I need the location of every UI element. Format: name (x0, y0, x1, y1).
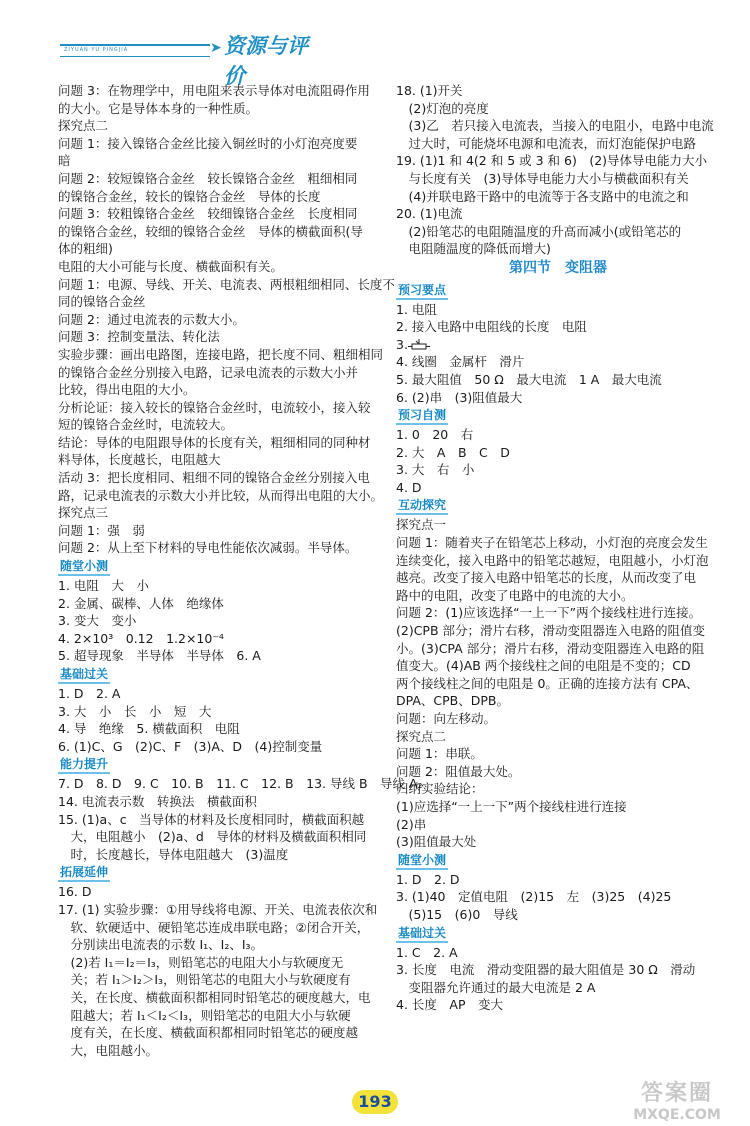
answer-line: 大，电阻越小。 (58, 1042, 159, 1058)
answer-number: 3. (396, 336, 408, 352)
arrow-icon: ➤ (210, 40, 222, 56)
answer-line: (2)CPB 部分；滑片右移，滑动变阻器连入电路的阻值变 (396, 623, 706, 639)
answer-line: 4. 导 绝缘 5. 横截面积 电阻 (58, 721, 240, 737)
answer-line: 4. 2×10³ 0.12 1.2×10⁻⁴ (58, 630, 224, 646)
answer-line: (1)应选择“一上一下”两个接线柱进行连接 (396, 798, 627, 814)
answer-line: 问题 2：阻值最大处。 (396, 763, 521, 779)
answer-line: 问题 1：随着夹子在铅笔芯上移动，小灯泡的亮度会发生 (396, 535, 708, 551)
answer-line: 大，电阻越小 (2)a、d 导体的材料及横截面积相同 (58, 829, 367, 845)
answer-line: 6. (1)C、G (2)C、F (3)A、D (4)控制变量 (58, 738, 323, 754)
answer-line: (3)阻值最大处 (396, 834, 477, 850)
answer-line: 过大时，可能烧坏电源和电流表，而灯泡能保护电路 (396, 135, 697, 151)
answer-line: 实验步骤：画出电路图，连接电路，把长度不同、粗细相同 (58, 346, 384, 362)
answer-line: 3. 长度 电流 滑动变阻器的最大阻值是 30 Ω 滑动 (396, 962, 696, 978)
answer-line: 5. 最大阻值 50 Ω 最大电流 1 A 最大电流 (396, 371, 662, 387)
section-tag: 预习要点 (396, 283, 448, 300)
answer-line: 问题 3：较粗镍铬合金丝 较细镍铬合金丝 长度相同 (58, 206, 358, 222)
answer-line: 软、软硬适中、硬铅笔芯连成串联电路；②闭合开关， (58, 919, 370, 935)
answer-line: 度有关，在长度、横截面积都相同时铅笔芯的硬度越 (58, 1025, 359, 1041)
watermark (612, 1076, 742, 1122)
answer-line: 活动 3：把长度相同、粗细不同的镍铬合金丝分别接入电 (58, 470, 370, 486)
answer-line: 连续变化，接入电路中的铅笔芯越短，电阻越小，小灯泡 (396, 552, 709, 568)
rheostat-symbol-icon (408, 339, 430, 351)
answer-line: 问题 1：接入镍铬合金丝比接入铜丝时的小灯泡亮度要 (58, 135, 358, 151)
section-tag: 随堂小测 (396, 853, 448, 870)
answer-line: 短的镍铬合金丝时，电流较大。 (58, 417, 234, 433)
answer-line: 关；若 I₁＞I₂＞I₃，则铅笔芯的电阻大小与软硬度有 (58, 972, 351, 988)
answer-line: 14. 电流表示数 转换法 横截面积 (58, 793, 257, 809)
page-header (60, 18, 310, 88)
answer-line: 两个接线柱之间的电阻是 0。正确的连接方法有 CPA、 (396, 675, 699, 691)
section-tag: 互动探究 (396, 498, 448, 515)
header-tiny-text: ZIYUAN YU PINGJIA (64, 47, 129, 53)
answer-line: 归纳实验结论： (396, 781, 484, 797)
answer-line: (2)若 I₁＝I₂＝I₃，则铅笔芯的电阻大小与软硬度无 (58, 954, 344, 970)
answer-line: 问题 2：较短镍铬合金丝 较长镍铬合金丝 粗细相同 (58, 170, 358, 186)
answer-line: 问题 2：(1)应该选择“一上一下”两个接线柱进行连接。 (396, 605, 702, 621)
answer-line: 变阻器允许通过的最大电流是 2 A (396, 979, 596, 995)
answer-line: 2. 金属、碳棒、人体 绝缘体 (58, 595, 224, 611)
answer-line: DPA、CPB、DPB。 (396, 693, 509, 709)
answer-line: 结论：导体的电阻跟导体的长度有关，粗细相同的同种材 (58, 434, 371, 450)
answer-line: 时，长度越长，导体电阻越大 (3)温度 (58, 846, 289, 862)
answer-line: 19. (1)1 和 4(2 和 5 或 3 和 6) (2)导体导电能力大小 (396, 153, 708, 169)
answer-line: 6. (2)串 (3)阻值最大 (396, 389, 523, 405)
answer-line: 分析论证：接入较长的镍铬合金丝时，电流较小，接入较 (58, 399, 371, 415)
answer-line: 4. 线圈 金属杆 滑片 (396, 354, 525, 370)
tag-row (396, 281, 720, 301)
answer-line: 料导体，长度越长，电阻越大 (58, 452, 221, 468)
tag-row (58, 557, 380, 577)
answer-line: 5. 超导现象 半导体 半导体 6. A (58, 648, 261, 664)
answer-line-symbol (396, 336, 720, 354)
tag-row (58, 755, 380, 775)
answer-line: 问题 1：电源、导线、开关、电流表、两根粗细相同、长度不 (58, 276, 395, 292)
answer-line: 16. D (58, 884, 92, 900)
answer-line: 电阻的大小可能与长度、横截面积有关。 (58, 258, 284, 274)
answer-line: 1. C 2. A (396, 944, 458, 960)
section-tag: 能力提升 (58, 757, 110, 774)
answer-line: 15. (1)a、c 当导体的材料及长度相同时，横截面积越 (58, 811, 365, 827)
answer-line: 探究点二 (58, 118, 109, 134)
answer-line: 探究点一 (396, 517, 447, 533)
section-tag: 预习自测 (396, 408, 448, 425)
answer-line: 比较，得出电阻的大小。 (58, 382, 196, 398)
tag-row (396, 406, 720, 426)
right-column (396, 82, 720, 1014)
answer-line: 问题 2：从上至下材料的导电性能依次减弱。半导体。 (58, 540, 358, 556)
answer-line: 1. 0 20 右 (396, 427, 474, 443)
tag-row (396, 496, 720, 516)
section-tag: 随堂小测 (58, 559, 110, 576)
answer-line: (3)乙 若只接入电流表，当接入的电阻小，电路中电流 (396, 118, 714, 134)
answer-line: 关，在长度、横截面积都相同时铅笔芯的硬度越大，电 (58, 989, 371, 1005)
answer-line: 小。(3)CPA 部分；滑片右移，滑动变阻器连入电路的阻 (396, 640, 705, 656)
answer-line: 阻越大；若 I₁＜I₂＜I₃，则铅笔芯的电阻大小与软硬 (58, 1007, 351, 1023)
answer-line: 17. (1) 实验步骤：①用导线将电源、开关、电流表依次和 (58, 901, 378, 917)
answer-line: 问题：向左移动。 (396, 711, 497, 726)
watermark-top: 答案圈 (640, 1081, 713, 1106)
answer-line: 值变大。(4)AB 两个接线柱之间的电阻是不变的；CD (396, 658, 691, 674)
answer-line: 问题 3：在物理学中，用电阻来表示导体对电流阻碍作用 (58, 83, 370, 98)
answer-line: 问题 1：强 弱 (58, 522, 145, 538)
answer-line: 暗 (58, 153, 71, 169)
answer-line: 路中的电阻，改变了电路中的电流的大小。 (396, 587, 634, 603)
answer-line: 7. D 8. D 9. C 10. B 11. C 12. B 13. 导线 B 导线 A₂ (58, 776, 423, 792)
answer-line: 的镍铬合金丝，较长的镍铬合金丝 导体的长度 (58, 188, 321, 204)
header-title: 资源与评价 (224, 33, 308, 88)
answer-line: 路，记录电流表的示数大小并比较，从而得出电阻的大小。 (58, 487, 384, 503)
answer-line: 越亮。改变了接入电路中铅笔芯的长度，从而改变了电 (396, 570, 697, 586)
section-heading: 第四节 变阻器 (509, 259, 607, 276)
answer-line: 1. D 2. A (58, 686, 121, 701)
answer-line: (2)灯泡的亮度 (396, 100, 489, 116)
answer-line: 同的镍铬合金丝 (58, 294, 146, 310)
answer-line: 3. 大 小 长 小 短 大 (58, 703, 212, 719)
answer-line: 问题 1：串联。 (396, 746, 483, 762)
answer-line: 4. 长度 AP 变大 (396, 997, 503, 1013)
answer-line: 4. D (396, 479, 422, 495)
answer-line: (4)并联电路干路中的电流等于各支路中的电流之和 (396, 188, 689, 204)
answer-line: 分别读出电流表的示数 I₁、I₂、I₃。 (58, 937, 264, 953)
answer-line: 的镍铬合金丝，较细的镍铬合金丝 导体的横截面积(导 (58, 223, 363, 239)
answer-line: 3. (1)40 定值电阻 (2)15 左 (3)25 (4)25 (396, 889, 672, 905)
answer-line: 的镍铬合金丝分别接入电路，记录电流表的示数大小并 (58, 364, 359, 380)
section-tag: 基础过关 (58, 667, 110, 684)
watermark-bottom: MXQE.COM (633, 1107, 721, 1123)
answer-line: 2. 大 A B C D (396, 444, 510, 460)
answer-line: 20. (1)电流 (396, 206, 463, 222)
answer-line: 1. D 2. D (396, 871, 460, 887)
answer-line: 问题 3：控制变量法、转化法 (58, 329, 220, 345)
answer-line: 18. (1)开关 (396, 83, 463, 98)
answer-line: 的大小。它是导体本身的一种性质。 (58, 100, 259, 116)
tag-row (396, 924, 720, 944)
answer-line: 体的粗细) (58, 241, 113, 257)
tag-row (58, 665, 380, 685)
tag-row (58, 863, 380, 883)
answer-line: 3. 变大 变小 (58, 613, 137, 629)
page-number: 193 (352, 1090, 398, 1114)
section-tag: 基础过关 (396, 926, 448, 943)
answer-line: (2)串 (396, 816, 427, 832)
answer-line: (2)铅笔芯的电阻随温度的升高而减小(或铅笔芯的 (396, 223, 682, 239)
answer-line: 1. 电阻 (396, 301, 437, 317)
answer-line: 1. 电阻 大 小 (58, 578, 149, 594)
answer-line: 3. 大 右 小 (396, 462, 475, 478)
answer-line: 探究点二 (396, 728, 447, 744)
answer-line: 电阻随温度的降低而增大) (396, 241, 551, 257)
tag-row (396, 851, 720, 871)
answer-line: 与长度有关 (3)导体导电能力大小与横截面积有关 (396, 170, 689, 186)
answer-line: 探究点三 (58, 505, 109, 521)
answer-line: 2. 接入电路中电阻线的长度 电阻 (396, 319, 587, 335)
answer-line: (5)15 (6)0 导线 (396, 906, 518, 922)
answer-line: 问题 2：通过电流表的示数大小。 (58, 311, 245, 327)
section-tag: 拓展延伸 (58, 865, 110, 882)
